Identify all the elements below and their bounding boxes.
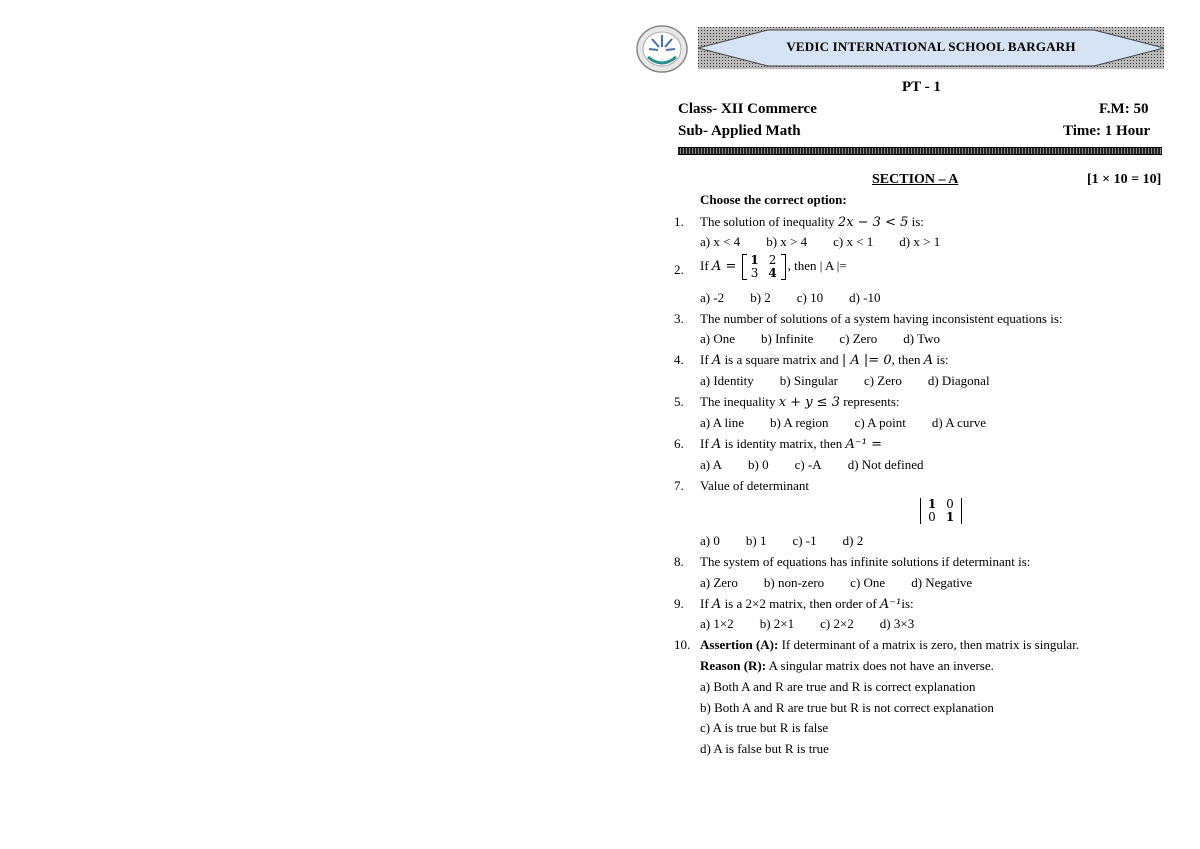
option: a) x < 4: [700, 234, 741, 249]
section-title: SECTION – A: [872, 172, 959, 187]
option: d) 3×3: [879, 616, 915, 631]
option: a) 0: [700, 533, 720, 548]
option: a) 1×2: [700, 616, 734, 631]
determinant: 1 0 0 1: [925, 498, 957, 524]
option: a) Identity: [700, 373, 754, 388]
option: d) Two: [903, 331, 941, 346]
options-row: [700, 415, 1012, 431]
option: b) A region: [770, 415, 829, 430]
question-number: 7.: [674, 478, 684, 493]
full-marks: F.M: 50: [1099, 101, 1149, 117]
question-number: 1.: [674, 214, 684, 229]
question-text: If A is a 2×2 matrix, then order of A⁻¹is:: [700, 596, 914, 612]
option: c) A is true but R is false: [700, 720, 829, 735]
question-number: 8.: [674, 554, 684, 569]
option: c) -A: [794, 457, 822, 472]
question-text: If A is a square matrix and | A |= 0, then A is:: [700, 352, 949, 368]
question-number: 5.: [674, 394, 684, 409]
option: d) 2: [842, 533, 864, 548]
option: b) 2: [750, 290, 771, 305]
section-marks: [1 × 10 = 10]: [1087, 172, 1162, 187]
option: c) x < 1: [833, 234, 874, 249]
question-text: The system of equations has infinite solutions if determinant is:: [700, 554, 1031, 569]
question-number: 3.: [674, 311, 684, 326]
option: c) Zero: [863, 373, 902, 388]
option: b) non-zero: [763, 575, 825, 590]
question-number: 9.: [674, 596, 684, 611]
options-row: [700, 234, 966, 250]
question-number: 2.: [674, 262, 684, 277]
matrix: 1 2 3 4: [748, 254, 780, 280]
subject-label: Sub- Applied Math: [678, 123, 801, 139]
option: d) x > 1: [899, 234, 941, 249]
question-number: 4.: [674, 352, 684, 367]
option: d) -10: [849, 290, 881, 305]
question-text: The inequality x + y ≤ 3 represents:: [700, 394, 900, 410]
class-label: Class- XII Commerce: [678, 101, 817, 117]
option: c) Zero: [839, 331, 878, 346]
school-name: VEDIC INTERNATIONAL SCHOOL BARGARH: [786, 39, 1076, 54]
option: b) Infinite: [761, 331, 814, 346]
option: c) 10: [796, 290, 824, 305]
time-label: Time: 1 Hour: [1063, 123, 1151, 139]
options-row: [700, 533, 889, 549]
option: a) -2: [700, 290, 725, 305]
options-row: [700, 373, 1016, 389]
question-text: If A = 1 2 3 4 , then | A |=: [700, 253, 847, 280]
options-row: [700, 616, 940, 632]
option: b) x > 4: [766, 234, 808, 249]
option: c) A point: [854, 415, 906, 430]
option: a) One: [700, 331, 736, 346]
option: a) A: [700, 457, 723, 472]
option: c) One: [850, 575, 886, 590]
question-number: 6.: [674, 436, 684, 451]
options-row: [700, 290, 907, 306]
option: c) 2×2: [820, 616, 854, 631]
option: d) A is false but R is true: [700, 741, 829, 756]
reason: Reason (R): A singular matrix does not have an inverse.: [700, 658, 994, 673]
instruction: Choose the correct option:: [700, 192, 847, 207]
option: d) A curve: [931, 415, 986, 430]
options-row: [700, 457, 950, 473]
option: a) Zero: [700, 575, 738, 590]
exam-title: PT - 1: [902, 79, 941, 95]
question-text: Value of determinant: [700, 478, 810, 493]
option: b) 1: [745, 533, 767, 548]
question-number: 10.: [674, 637, 691, 652]
option: d) Not defined: [847, 457, 924, 472]
question-text: The number of solutions of a system having inconsistent equations is:: [700, 311, 1063, 326]
options-row: [700, 331, 966, 347]
question-text: If A is identity matrix, then A⁻¹ =: [700, 436, 883, 452]
option: d) Negative: [911, 575, 973, 590]
question-text: The solution of inequality 2x − 3 < 5 is:: [700, 214, 924, 230]
option: b) 0: [748, 457, 769, 472]
header-divider: [678, 147, 1162, 155]
option: a) Both A and R are true and R is correct explanation: [700, 679, 976, 694]
option: b) Both A and R are true but R is not correct explanation: [700, 700, 994, 715]
option: a) A line: [700, 415, 745, 430]
options-row: [700, 575, 998, 591]
option: b) Singular: [779, 373, 838, 388]
assertion: Assertion (A): If determinant of a matrix is zero, then matrix is singular.: [700, 637, 1080, 652]
school-logo-icon: [636, 25, 688, 73]
option: c) -1: [792, 533, 817, 548]
option: b) 2×1: [759, 616, 795, 631]
option: d) Diagonal: [927, 373, 990, 388]
